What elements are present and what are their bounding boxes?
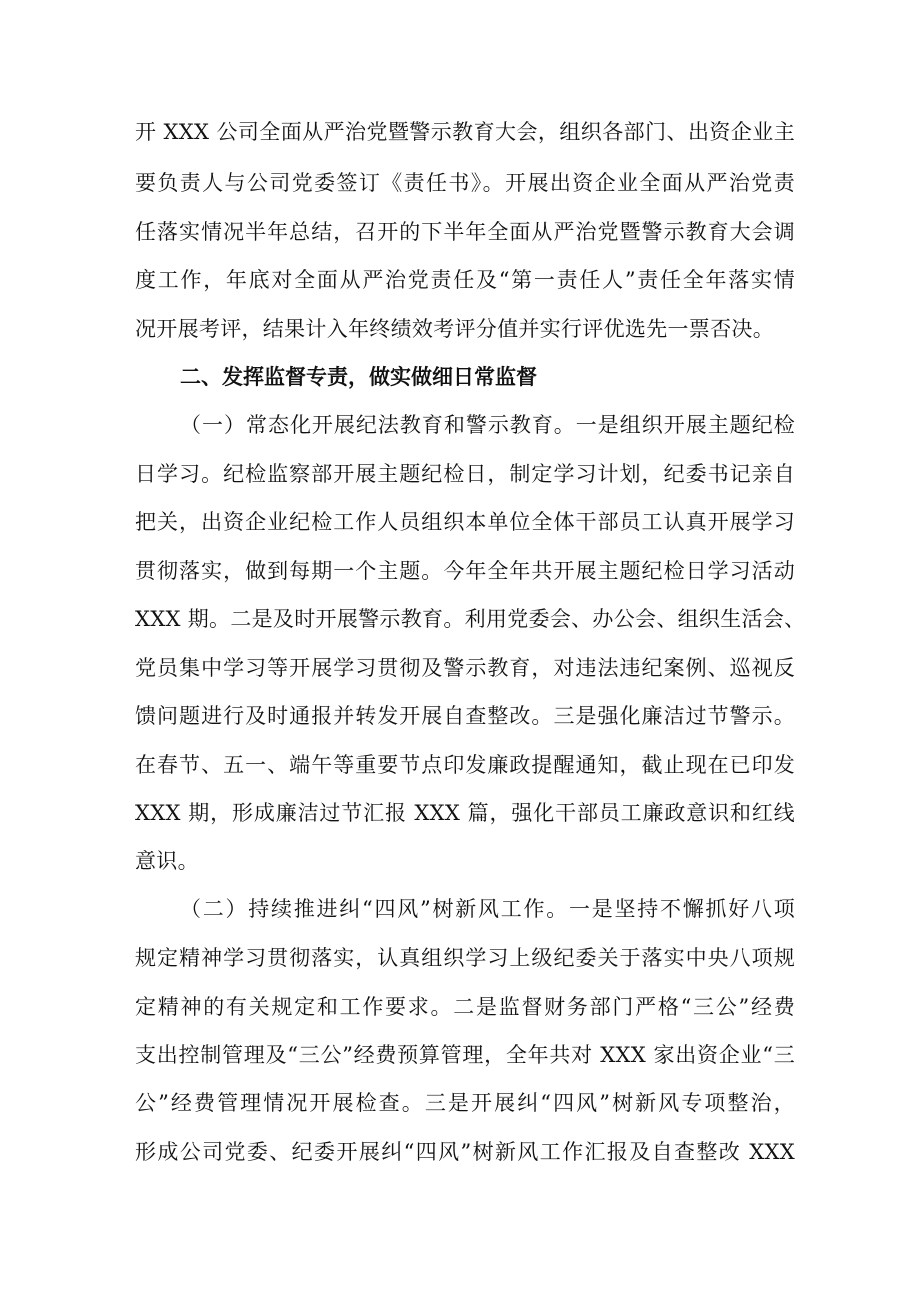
text-line: 馈问题进行及时通报并转发开展自查整改。三是强化廉洁过节警示。 bbox=[135, 704, 795, 728]
text-line: 度工作，年底对全面从严治党责任及“第一责任人”责任全年落实情 bbox=[135, 268, 795, 292]
text-line: 意识。 bbox=[135, 849, 199, 873]
text-line: 开 XXX 公司全面从严治党暨警示教育大会，组织各部门、出资企业主 bbox=[135, 120, 795, 144]
text-line: 在春节、五一、端午等重要节点印发廉政提醒通知，截止现在已印发 bbox=[135, 753, 795, 777]
text-line: 形成公司党委、纪委开展纠“四风”树新风工作汇报及自查整改 XXX bbox=[135, 1140, 795, 1164]
text-line: 贯彻落实，做到每期一个主题。今年全年共开展主题纪检日学习活动 bbox=[135, 559, 795, 583]
text-line: 党员集中学习等开展学习贯彻及警示教育，对违法违纪案例、巡视反 bbox=[135, 656, 795, 680]
text-line: 把关，出资企业纪检工作人员组织本单位全体干部员工认真开展学习 bbox=[135, 510, 795, 534]
text-line: 任落实情况半年总结，召开的下半年全面从严治党暨警示教育大会调 bbox=[135, 220, 795, 244]
text-line: 定精神的有关规定和工作要求。二是监督财务部门严格“三公”经费 bbox=[135, 995, 795, 1019]
text-line: （一）常态化开展纪法教育和警示教育。一是组织开展主题纪检 bbox=[180, 413, 795, 437]
text-line: XXX 期。二是及时开展警示教育。利用党委会、办公会、组织生活会、 bbox=[135, 607, 806, 631]
text-line: XXX 期，形成廉洁过节汇报 XXX 篇，强化干部员工廉政意识和红线 bbox=[135, 801, 795, 825]
text-line: 要负责人与公司党委签订《责任书》。开展出资企业全面从严治党责 bbox=[135, 171, 795, 195]
text-line: 日学习。纪检监察部开展主题纪检日，制定学习计划，纪委书记亲自 bbox=[135, 462, 795, 486]
text-line: 况开展考评，结果计入年终绩效考评分值并实行评优选先一票否决。 bbox=[135, 317, 774, 341]
text-line: 公”经费管理情况开展检查。三是开展纠“四风”树新风专项整治， bbox=[135, 1091, 795, 1115]
text-line: 规定精神学习贯彻落实，认真组织学习上级纪委关于落实中央八项规 bbox=[135, 946, 795, 970]
text-line: 支出控制管理及“三公”经费预算管理，全年共对 XXX 家出资企业“三 bbox=[135, 1043, 795, 1067]
text-line: （二）持续推进纠“四风”树新风工作。一是坚持不懈抓好八项 bbox=[180, 897, 795, 921]
section-heading: 二、发挥监督专责，做实做细日常监督 bbox=[180, 365, 537, 389]
